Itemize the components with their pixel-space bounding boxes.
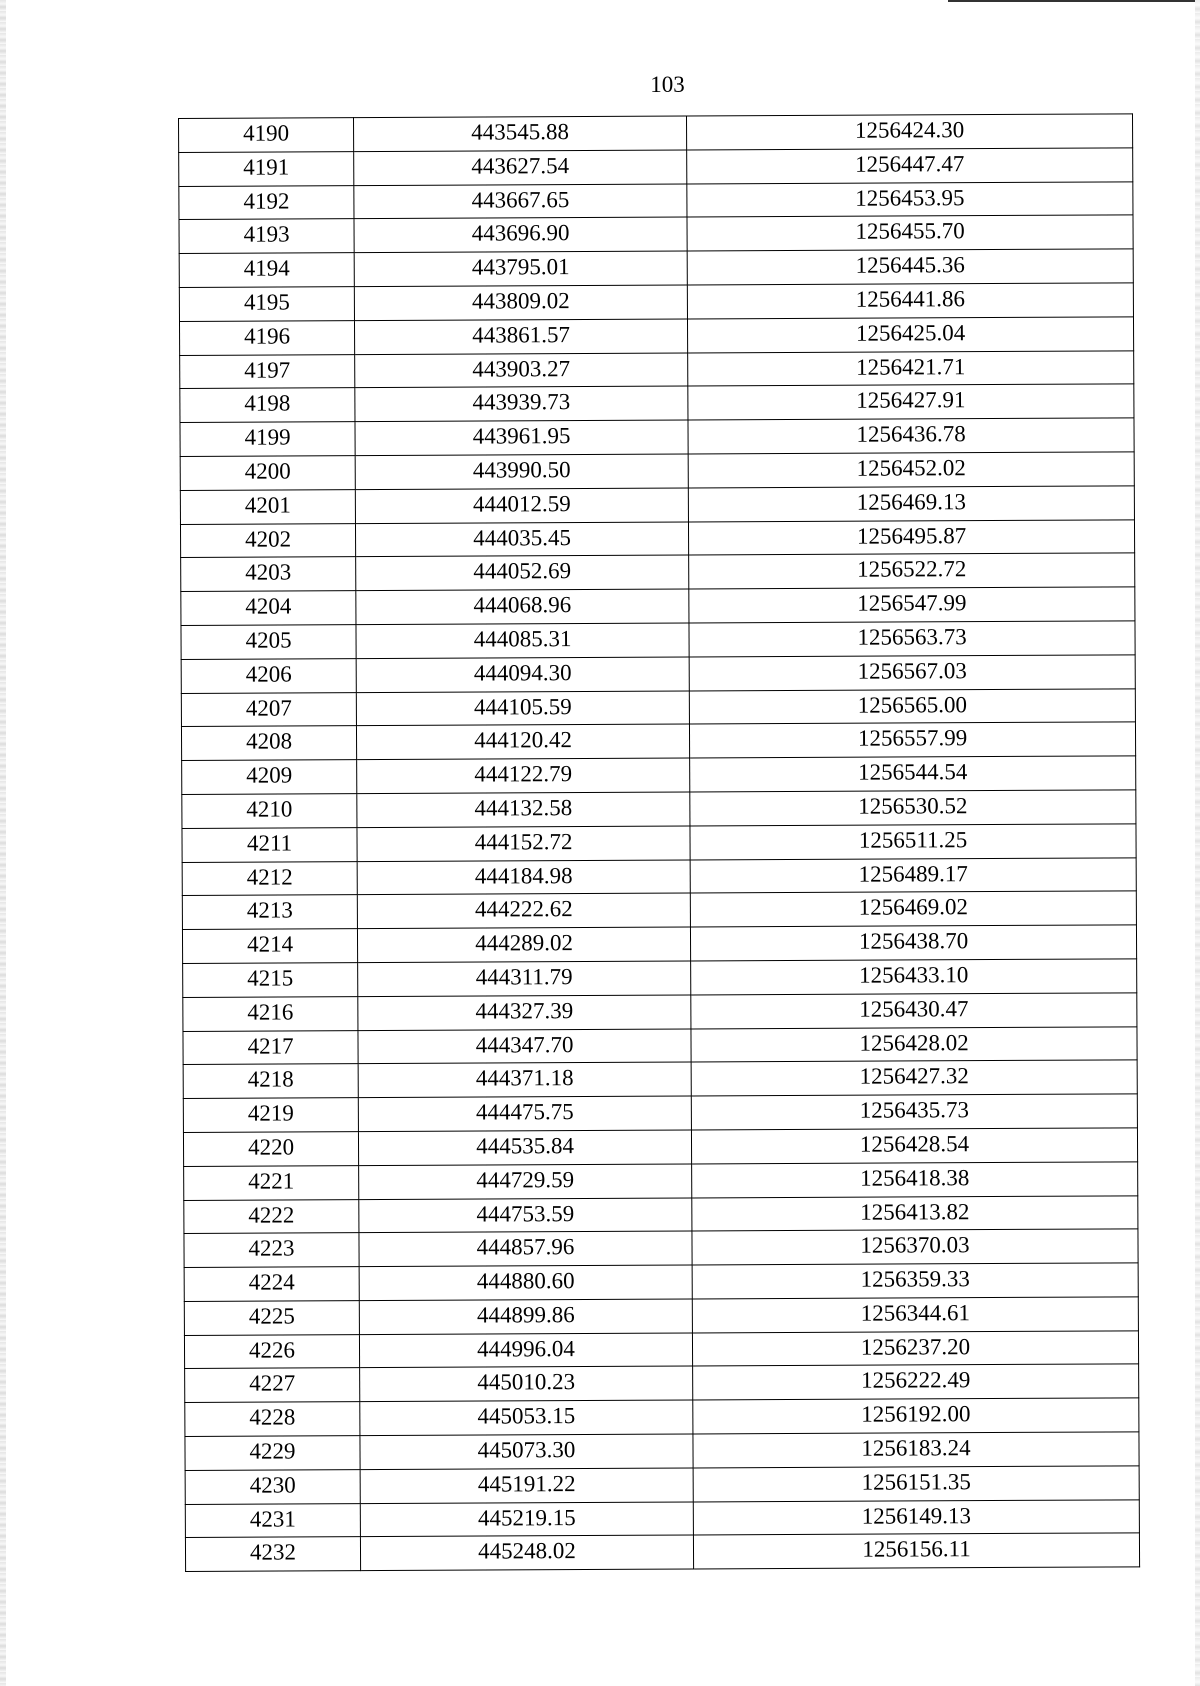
table-row	[181, 553, 1135, 591]
point-number-cell: 4192	[179, 185, 354, 220]
x-coordinate-cell: 445073.30	[360, 1434, 693, 1469]
y-coordinate-cell: 1256428.02	[691, 1026, 1137, 1062]
y-coordinate-cell: 1256441.86	[687, 283, 1133, 319]
y-coordinate-cell: 1256427.32	[691, 1060, 1137, 1096]
point-number-cell: 4220	[183, 1132, 358, 1167]
y-coordinate-cell: 1256222.49	[693, 1364, 1139, 1400]
x-coordinate-cell: 444857.96	[359, 1231, 692, 1266]
point-number-cell: 4226	[184, 1334, 359, 1369]
y-coordinate-cell: 1256435.73	[691, 1094, 1137, 1130]
y-coordinate-cell: 1256547.99	[689, 587, 1135, 623]
x-coordinate-cell: 444880.60	[359, 1265, 692, 1300]
x-coordinate-cell: 444012.59	[355, 488, 688, 523]
x-coordinate-cell: 444347.70	[358, 1029, 691, 1064]
point-number-cell: 4198	[180, 388, 355, 423]
table-row	[183, 1094, 1137, 1132]
y-coordinate-cell: 1256424.30	[686, 114, 1132, 150]
table-row	[185, 1466, 1139, 1504]
x-coordinate-cell: 443696.90	[354, 217, 687, 252]
x-coordinate-cell: 444105.59	[356, 691, 689, 726]
point-number-cell: 4204	[181, 591, 356, 626]
x-coordinate-cell: 445191.22	[360, 1468, 693, 1503]
x-coordinate-cell: 444996.04	[359, 1333, 692, 1368]
y-coordinate-cell: 1256469.02	[690, 891, 1136, 927]
point-number-cell: 4229	[185, 1436, 360, 1471]
y-coordinate-cell: 1256469.13	[688, 486, 1134, 522]
x-coordinate-cell: 444753.59	[359, 1198, 692, 1233]
point-number-cell: 4210	[182, 794, 357, 829]
x-coordinate-cell: 444152.72	[357, 826, 690, 861]
point-number-cell: 4195	[179, 287, 354, 322]
table-row	[183, 1128, 1137, 1166]
table-row	[183, 1026, 1137, 1064]
table-row	[180, 418, 1134, 456]
table-row	[184, 1162, 1138, 1200]
scan-left-edge	[0, 0, 6, 1686]
y-coordinate-cell: 1256344.61	[692, 1297, 1138, 1333]
y-coordinate-cell: 1256436.78	[688, 418, 1134, 454]
y-coordinate-cell: 1256495.87	[688, 519, 1134, 555]
y-coordinate-cell: 1256557.99	[689, 722, 1135, 758]
x-coordinate-cell: 443809.02	[354, 285, 687, 320]
x-coordinate-cell: 444035.45	[355, 522, 688, 557]
point-number-cell: 4223	[184, 1233, 359, 1268]
table-row	[179, 114, 1133, 152]
table-row	[185, 1364, 1139, 1402]
y-coordinate-cell: 1256489.17	[690, 857, 1136, 893]
x-coordinate-cell: 444085.31	[356, 623, 689, 658]
table-row	[184, 1229, 1138, 1267]
point-number-cell: 4219	[183, 1098, 358, 1133]
y-coordinate-cell: 1256428.54	[691, 1128, 1137, 1164]
y-coordinate-cell: 1256149.13	[693, 1499, 1139, 1535]
y-coordinate-cell: 1256565.00	[689, 688, 1135, 724]
table-row	[183, 993, 1137, 1031]
table-row	[184, 1297, 1138, 1335]
point-number-cell: 4201	[180, 489, 355, 524]
coordinate-table-body	[179, 114, 1140, 1572]
x-coordinate-cell: 444289.02	[357, 927, 690, 962]
table-row	[184, 1331, 1138, 1369]
point-number-cell: 4205	[181, 625, 356, 660]
point-number-cell: 4191	[179, 151, 354, 186]
y-coordinate-cell: 1256447.47	[687, 148, 1133, 184]
y-coordinate-cell: 1256511.25	[690, 824, 1136, 860]
point-number-cell: 4225	[184, 1301, 359, 1336]
table-row	[184, 1195, 1138, 1233]
x-coordinate-cell: 443990.50	[355, 454, 688, 489]
table-row	[180, 486, 1134, 524]
y-coordinate-cell: 1256421.71	[688, 350, 1134, 386]
x-coordinate-cell: 444052.69	[356, 555, 689, 590]
point-number-cell: 4227	[185, 1368, 360, 1403]
x-coordinate-cell: 443939.73	[355, 386, 688, 421]
x-coordinate-cell: 444222.62	[357, 893, 690, 928]
y-coordinate-cell: 1256445.36	[687, 249, 1133, 285]
point-number-cell: 4231	[185, 1503, 360, 1538]
table-row	[180, 350, 1134, 388]
point-number-cell: 4230	[185, 1470, 360, 1505]
table-row	[182, 824, 1136, 862]
table-row	[181, 655, 1135, 693]
point-number-cell: 4212	[182, 861, 357, 896]
table-row	[185, 1432, 1139, 1470]
point-number-cell: 4193	[179, 219, 354, 254]
point-number-cell: 4209	[182, 760, 357, 795]
y-coordinate-cell: 1256418.38	[692, 1162, 1138, 1198]
page-number: 103	[650, 72, 685, 97]
y-coordinate-cell: 1256563.73	[689, 621, 1135, 657]
y-coordinate-cell: 1256427.91	[688, 384, 1134, 420]
x-coordinate-cell: 444899.86	[359, 1299, 692, 1334]
y-coordinate-cell: 1256452.02	[688, 452, 1134, 488]
point-number-cell: 4213	[182, 895, 357, 930]
y-coordinate-cell: 1256433.10	[691, 959, 1137, 995]
table-row	[179, 317, 1133, 355]
y-coordinate-cell: 1256455.70	[687, 215, 1133, 251]
table-row	[179, 148, 1133, 186]
table-row	[181, 621, 1135, 659]
y-coordinate-cell: 1256359.33	[692, 1263, 1138, 1299]
y-coordinate-cell: 1256183.24	[693, 1432, 1139, 1468]
scan-top-rule	[948, 0, 1200, 2]
table-row	[185, 1398, 1139, 1436]
x-coordinate-cell: 445219.15	[360, 1502, 693, 1537]
table-row	[182, 891, 1136, 929]
point-number-cell: 4211	[182, 827, 357, 862]
point-number-cell: 4218	[183, 1064, 358, 1099]
point-number-cell: 4208	[181, 726, 356, 761]
y-coordinate-cell: 1256413.82	[692, 1195, 1138, 1231]
x-coordinate-cell: 443545.88	[354, 116, 687, 151]
y-coordinate-cell: 1256425.04	[687, 317, 1133, 353]
x-coordinate-cell: 443861.57	[354, 319, 687, 354]
point-number-cell: 4228	[185, 1402, 360, 1437]
y-coordinate-cell: 1256522.72	[689, 553, 1135, 589]
x-coordinate-cell: 443627.54	[354, 150, 687, 185]
table-row	[185, 1499, 1139, 1537]
point-number-cell: 4217	[183, 1030, 358, 1065]
table-row	[179, 283, 1133, 321]
y-coordinate-cell: 1256237.20	[692, 1331, 1138, 1367]
x-coordinate-cell: 444184.98	[357, 860, 690, 895]
point-number-cell: 4222	[184, 1199, 359, 1234]
point-number-cell: 4224	[184, 1267, 359, 1302]
table-row	[183, 959, 1137, 997]
table-row	[181, 587, 1135, 625]
point-number-cell: 4214	[182, 929, 357, 964]
table-row	[181, 722, 1135, 760]
x-coordinate-cell: 444475.75	[358, 1096, 691, 1131]
table-row	[182, 857, 1136, 895]
point-number-cell: 4215	[183, 963, 358, 998]
y-coordinate-cell: 1256192.00	[693, 1398, 1139, 1434]
x-coordinate-cell: 444327.39	[358, 995, 691, 1030]
point-number-cell: 4197	[180, 354, 355, 389]
point-number-cell: 4200	[180, 456, 355, 491]
point-number-cell: 4202	[180, 523, 355, 558]
point-number-cell: 4196	[179, 320, 354, 355]
y-coordinate-cell: 1256544.54	[690, 756, 1136, 792]
table-row	[180, 452, 1134, 490]
x-coordinate-cell: 445053.15	[360, 1400, 693, 1435]
x-coordinate-cell: 444068.96	[356, 589, 689, 624]
point-number-cell: 4203	[181, 557, 356, 592]
x-coordinate-cell: 444122.79	[357, 758, 690, 793]
x-coordinate-cell: 444311.79	[358, 961, 691, 996]
point-number-cell: 4216	[183, 996, 358, 1031]
x-coordinate-cell: 443667.65	[354, 184, 687, 219]
y-coordinate-cell: 1256438.70	[690, 925, 1136, 961]
point-number-cell: 4232	[185, 1537, 360, 1572]
x-coordinate-cell: 445010.23	[360, 1366, 693, 1401]
x-coordinate-cell: 444132.58	[357, 792, 690, 827]
table-row	[182, 790, 1136, 828]
table-row	[183, 1060, 1137, 1098]
x-coordinate-cell: 444729.59	[359, 1164, 692, 1199]
y-coordinate-cell: 1256430.47	[691, 993, 1137, 1029]
x-coordinate-cell: 444371.18	[358, 1062, 691, 1097]
point-number-cell: 4221	[184, 1165, 359, 1200]
x-coordinate-cell: 444094.30	[356, 657, 689, 692]
point-number-cell: 4190	[179, 118, 354, 153]
y-coordinate-cell: 1256156.11	[693, 1533, 1139, 1569]
point-number-cell: 4207	[181, 692, 356, 727]
table-row	[181, 688, 1135, 726]
table-row	[179, 215, 1133, 253]
table-row	[184, 1263, 1138, 1301]
table-row	[179, 249, 1133, 287]
table-row	[182, 756, 1136, 794]
x-coordinate-cell: 443903.27	[355, 353, 688, 388]
y-coordinate-cell: 1256453.95	[687, 181, 1133, 217]
point-number-cell: 4194	[179, 253, 354, 288]
y-coordinate-cell: 1256530.52	[690, 790, 1136, 826]
scan-right-edge	[1195, 0, 1200, 1686]
table-row	[180, 519, 1134, 557]
table-row	[180, 384, 1134, 422]
y-coordinate-cell: 1256151.35	[693, 1466, 1139, 1502]
x-coordinate-cell: 443961.95	[355, 420, 688, 455]
point-number-cell: 4206	[181, 658, 356, 693]
y-coordinate-cell: 1256370.03	[692, 1229, 1138, 1265]
x-coordinate-cell: 445248.02	[360, 1535, 693, 1570]
table-row	[185, 1533, 1139, 1571]
point-number-cell: 4199	[180, 422, 355, 457]
y-coordinate-cell: 1256567.03	[689, 655, 1135, 691]
table-row	[179, 181, 1133, 219]
x-coordinate-cell: 444120.42	[356, 724, 689, 759]
x-coordinate-cell: 443795.01	[354, 251, 687, 286]
table-row	[182, 925, 1136, 963]
x-coordinate-cell: 444535.84	[358, 1130, 691, 1165]
coordinate-table	[178, 113, 1140, 1572]
